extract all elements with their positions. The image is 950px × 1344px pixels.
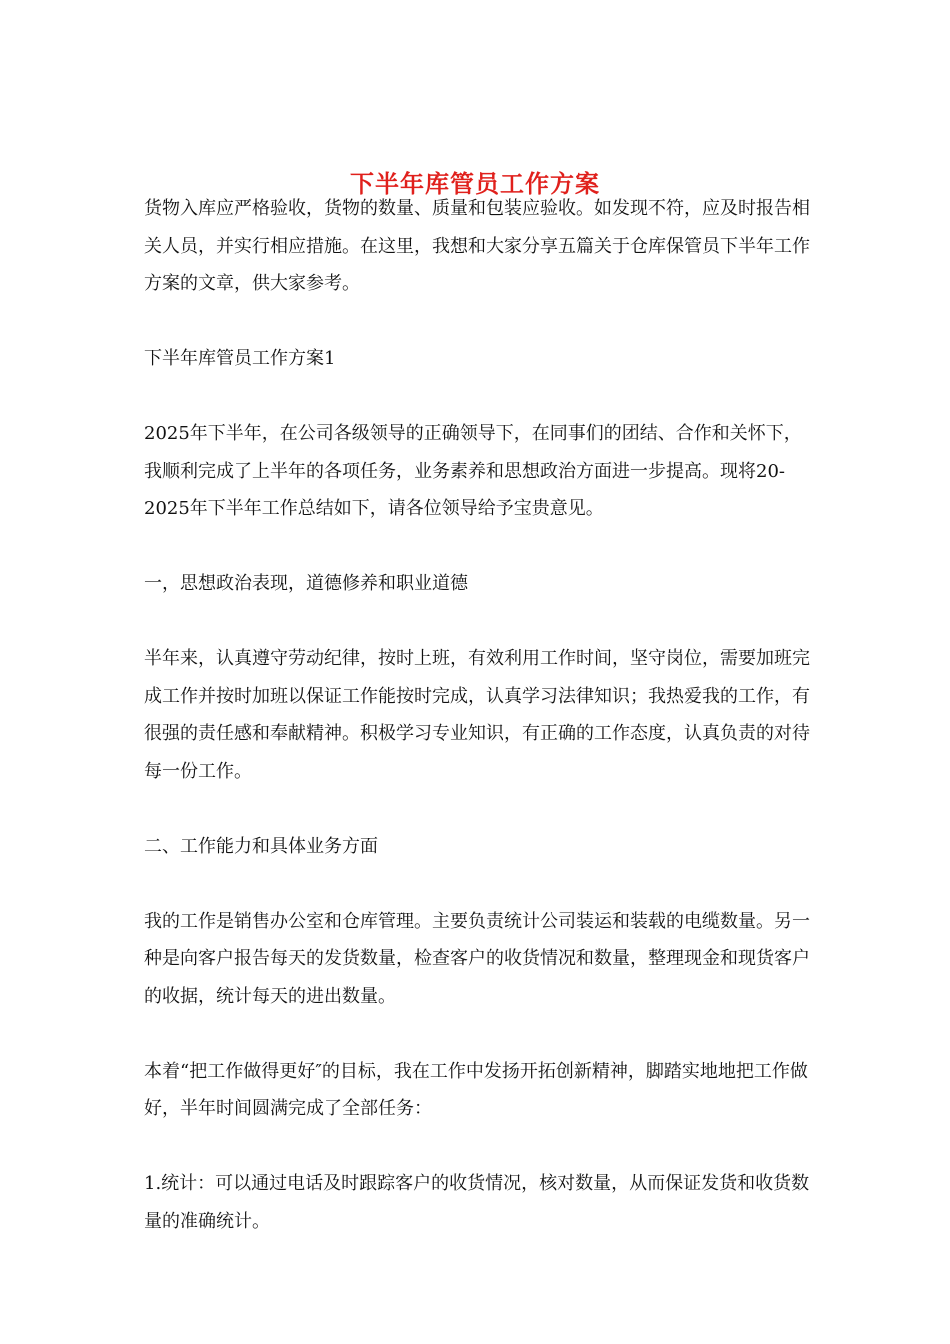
- document-body: [144, 190, 814, 1240]
- goal-paragraph: 本着“把工作做得更好″的目标，我在工作中发扬开拓创新精神，脚踏实地地把工作做好，半年时间圆满完成了全部任务：: [144, 1060, 808, 1119]
- politics-paragraph: 半年来，认真遵守劳动纪律，按时上班，有效利用工作时间，坚守岗位，需要加班完成工作并按时加班以保证工作能按时完成，认真学习法律知识；我热爱我的工作，有很强的责任感和奉献精神。积极学习专业知识，有正确的工作态度，认真负责的对待每一份工作。: [144, 648, 810, 782]
- paragraph-gap: [144, 790, 814, 828]
- paragraph-gap: [144, 528, 814, 566]
- section-heading-politics: 一，思想政治表现，道德修养和职业道德: [144, 573, 468, 594]
- work-description-paragraph: 我的工作是销售办公室和仓库管理。主要负责统计公司装运和装载的电缆数量。另一种是向客户报告每天的发货数量，检查客户的收货情况和数量，整理现金和现货客户的收据，统计每天的进出数量。: [144, 910, 810, 1007]
- paragraph-gap: [144, 1015, 814, 1053]
- paragraph-gap: [144, 303, 814, 341]
- summary-paragraph: 2025年下半年，在公司各级领导的正确领导下，在同事们的团结、合作和关怀下，我顺利完成了上半年的各项任务，业务素养和思想政治方面进一步提高。现将20-2025年下半年工作总结如下，请各位领导给予宝贵意见。: [144, 423, 802, 519]
- document-title: 下半年库管员工作方案: [350, 169, 600, 199]
- section-heading-ability: 二、工作能力和具体业务方面: [144, 835, 378, 857]
- paragraph-gap: [144, 378, 814, 416]
- paragraph-gap: [144, 1128, 814, 1166]
- paragraph-gap: [144, 603, 814, 641]
- paragraph-gap: [144, 865, 814, 903]
- plan-heading: 下半年库管员工作方案1: [144, 348, 336, 369]
- statistics-item: 1.统计：可以通过电话及时跟踪客户的收货情况，核对数量，从而保证发货和收货数量的准确统计。: [144, 1173, 810, 1232]
- intro-paragraph: 货物入库应严格验收，货物的数量、质量和包装应验收。如发现不符，应及时报告相关人员，并实行相应措施。在这里，我想和大家分享五篇关于仓库保管员下半年工作方案的文章，供大家参考。: [144, 198, 810, 294]
